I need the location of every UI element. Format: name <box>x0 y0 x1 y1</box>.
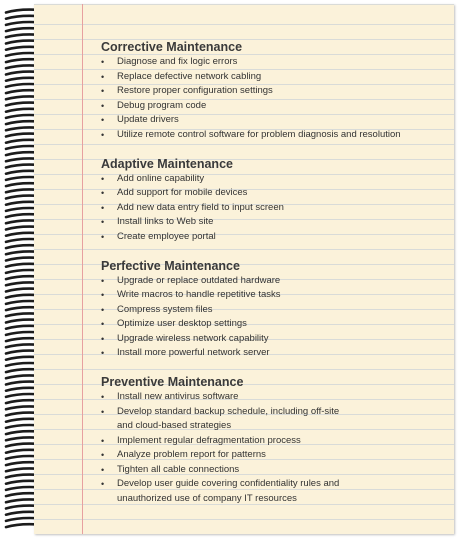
list-item: • Debug program code <box>100 99 450 114</box>
bullet-icon: • <box>101 115 105 125</box>
bullet-icon: • <box>101 406 105 417</box>
list-item: • Replace defective network cabling <box>100 70 450 85</box>
bullet-icon: • <box>101 129 105 140</box>
section-title: Perfective Maintenance <box>101 258 240 273</box>
bullet-icon: • <box>101 217 105 227</box>
bullet-icon: • <box>101 333 105 344</box>
bullet-icon: • <box>101 319 105 329</box>
list-item: • Analyze problem report for patterns <box>100 448 450 463</box>
bullet-icon: • <box>101 464 105 475</box>
bullet-icon: • <box>101 435 105 446</box>
bullet-icon: • <box>101 392 105 402</box>
list-item: • Optimize user desktop settings <box>100 317 450 332</box>
bullet-icon: • <box>101 304 105 315</box>
list-item: • Install links to Web site <box>100 215 450 230</box>
bullet-icon: • <box>101 202 105 213</box>
bullet-icon: • <box>101 479 105 489</box>
bullet-icon: • <box>101 71 105 82</box>
section-title: Preventive Maintenance <box>101 375 244 389</box>
bullet-icon: • <box>101 450 105 460</box>
list-item: • Restore proper configuration settings <box>100 84 450 99</box>
bullet-icon: • <box>101 275 105 286</box>
list-item: • Write macros to handle repetitive tasks <box>100 288 450 303</box>
section-title: Adaptive Maintenance <box>101 156 233 171</box>
list-item: • Develop user guide covering confidentiality rules and unauthorized use of company IT resources <box>101 478 340 504</box>
list-item: • Develop standard backup schedule, including off-site and cloud-based strategies <box>101 405 340 431</box>
list-item: • Implement regular defragmentation process <box>100 434 450 449</box>
list-item: • Diagnose and fix logic errors <box>100 55 450 70</box>
list-item: • Create employee portal <box>100 230 450 245</box>
bullet-icon: • <box>101 86 105 96</box>
bullet-icon: • <box>101 173 105 184</box>
list-item: • Utilize remote control software for problem diagnosis and resolution <box>100 128 450 143</box>
maintenance-list <box>100 40 450 506</box>
list-item: • Install new antivirus software <box>100 390 450 405</box>
bullet-icon: • <box>101 100 105 111</box>
section-title: Corrective Maintenance <box>101 40 243 54</box>
list-item: • Update drivers <box>100 113 450 128</box>
bullet-icon: • <box>101 348 105 358</box>
list-item: • Compress system files <box>100 303 450 318</box>
list-item: • Tighten all cable connections <box>100 463 450 478</box>
section-adaptive-maintenance <box>100 157 450 245</box>
bullet-icon: • <box>101 231 105 242</box>
list-item: • Add online capability <box>100 172 450 187</box>
section-corrective-maintenance <box>100 40 450 142</box>
list-item: • Add support for mobile devices <box>100 186 450 201</box>
section-preventive-maintenance <box>100 375 450 506</box>
list-item: • Add new data entry field to input screen <box>100 201 450 216</box>
bullet-icon: • <box>101 188 105 198</box>
list-item: • Upgrade or replace outdated hardware <box>100 274 450 289</box>
bullet-icon: • <box>101 57 105 67</box>
section-perfective-maintenance <box>100 259 450 361</box>
list-item: • Install more powerful network server <box>100 346 450 361</box>
bullet-icon: • <box>101 290 105 300</box>
list-item: • Upgrade wireless network capability <box>100 332 450 347</box>
margin-line <box>82 4 83 534</box>
